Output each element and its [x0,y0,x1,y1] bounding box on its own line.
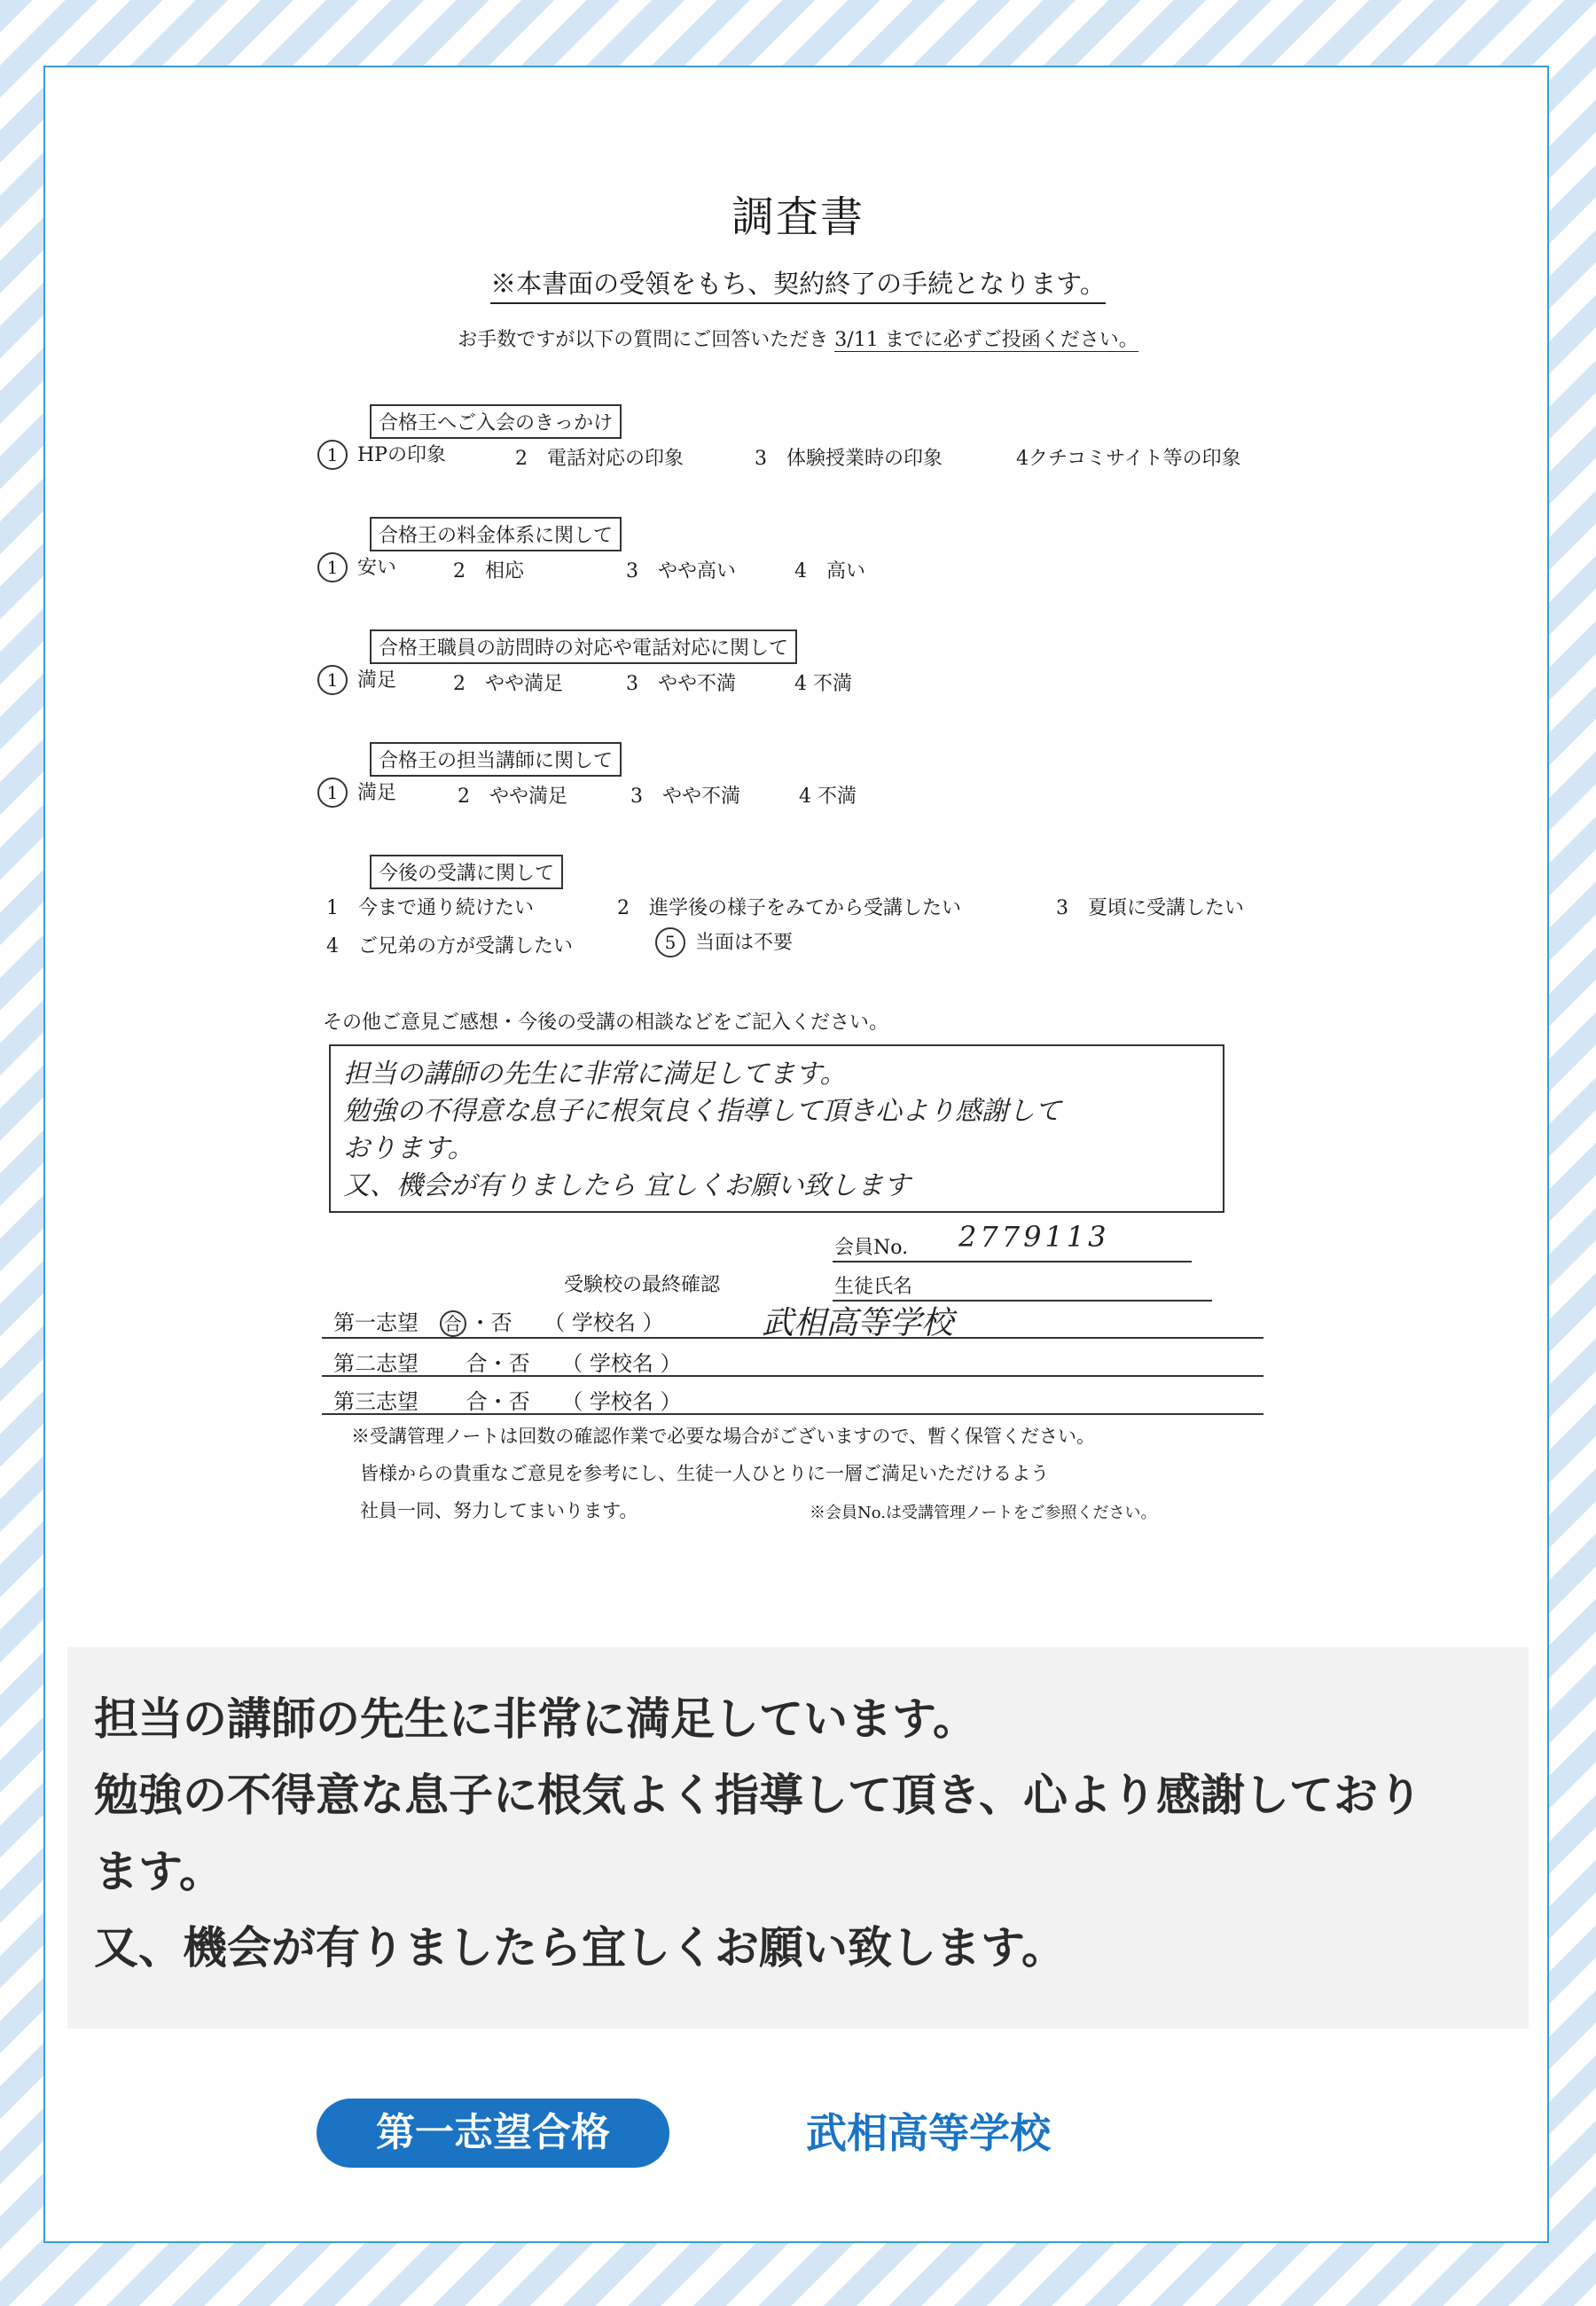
question-label: 合格王の担当講師に関して [370,742,622,777]
transcription-line: 勉強の不得意な息子に根気よく指導して頂き、心より感謝しており [94,1770,1422,1821]
student-name-label: 生徒氏名 [834,1276,913,1298]
question-label: 合格王の料金体系に関して [370,517,622,551]
testimonial-card [43,66,1549,2243]
option: 3 体験授業時の印象 [755,448,943,470]
option: 3 やや不満 [626,673,736,695]
survey-document [45,67,1551,1592]
handwritten-line: 勉強の不得意な息子に根気良く指導して頂き心より感謝して [343,1096,1061,1127]
transcription-line: ます。 [94,1846,223,1897]
selected-mark: 1 [317,552,348,582]
result-badge: 第一志望合格 [317,2099,669,2168]
footer-note: 皆様からの貴重なご意見を参考にし、生徒一人ひとりに一層ご満足いただけるよう [360,1463,1049,1484]
footer-note: 社員一同、努力してまいります。 [360,1500,638,1521]
handwritten-line: 又、機会が有りましたら 宜しくお願い致します [343,1170,911,1201]
comment-box [329,1044,1224,1213]
survey-title: 調査書 [731,192,864,242]
comment-label: その他ご意見ご感想・今後の受講の相談などをご記入ください。 [323,1012,889,1034]
question-options: 5 当面は不要 [655,927,793,958]
school-name: 武相高等学校 [806,2109,1051,2157]
option: 3 やや高い [626,560,736,582]
option: 2 相応 [453,560,524,582]
selected-mark: 1 [317,778,348,808]
question-options: 1 HPの印象 [317,440,446,470]
footer-note: ※会員No.は受講管理ノートをご参照ください。 [810,1504,1157,1522]
option: 4 不満 [799,786,857,808]
pass-mark: 合 [440,1310,466,1337]
choice-line [322,1413,1264,1415]
member-no-underline [833,1261,1192,1262]
option: 4クチコミサイト等の印象 [1016,448,1241,470]
handwritten-school: 武相高等学校 [762,1305,954,1341]
member-no-label: 会員No. [834,1237,909,1259]
choice-row-1: 第一志望 合 ・否 （ 学校名 ） [333,1310,664,1335]
footer-note: ※受講管理ノートは回数の確認作業で必要な場合がございますので、暫く保管ください。 [351,1426,1095,1447]
selected-mark: 1 [317,665,348,695]
handwritten-line: おります。 [343,1133,474,1164]
comment-transcription [67,1647,1529,2028]
option: 2 進学後の様子をみてから受講したい [617,897,961,919]
transcription-line: 担当の講師の先生に非常に満足しています。 [94,1693,977,1745]
choice-line [322,1375,1264,1377]
option: 2 やや満足 [458,786,567,808]
question-label: 今後の受講に関して [370,855,563,889]
selected-mark: 5 [655,927,685,958]
question-options: 1 満足 [317,665,396,695]
option: 4 ご兄弟の方が受講したい [326,935,573,958]
selected-mark: 1 [317,440,348,470]
transcription-line: 又、機会が有りましたら宜しくお願い致します。 [94,1922,1066,1974]
option: 4 高い [794,560,865,582]
handwritten-line: 担当の講師の先生に非常に満足してます。 [343,1059,847,1090]
survey-notice: ※本書面の受領をもち、契約終了の手続となります。 [45,264,1551,301]
choice-row-3: 第三志望 合・否 （ 学校名 ） [333,1389,682,1414]
question-label: 合格王へご入会のきっかけ [370,404,622,439]
option: 2 やや満足 [453,673,563,695]
question-label: 合格王職員の訪問時の対応や電話対応に関して [370,629,797,664]
member-no-value: 2779113 [958,1220,1110,1254]
choice-line [322,1337,1264,1339]
option: 4 不満 [794,673,852,695]
option: 2 電話対応の印象 [515,448,684,470]
final-check-label: 受験校の最終確認 [564,1274,721,1296]
option: 3 やや不満 [630,786,740,808]
question-options: 1 安い [317,552,396,582]
choice-row-2: 第二志望 合・否 （ 学校名 ） [333,1351,682,1376]
question-options: 1 満足 [317,778,396,808]
option: 1 今まで通り続けたい [326,897,534,919]
option: 3 夏頃に受講したい [1056,897,1244,919]
survey-instruction: お手数ですが以下の質問にご回答いただき 3/11 までに必ずご投函ください。 [458,329,1138,351]
